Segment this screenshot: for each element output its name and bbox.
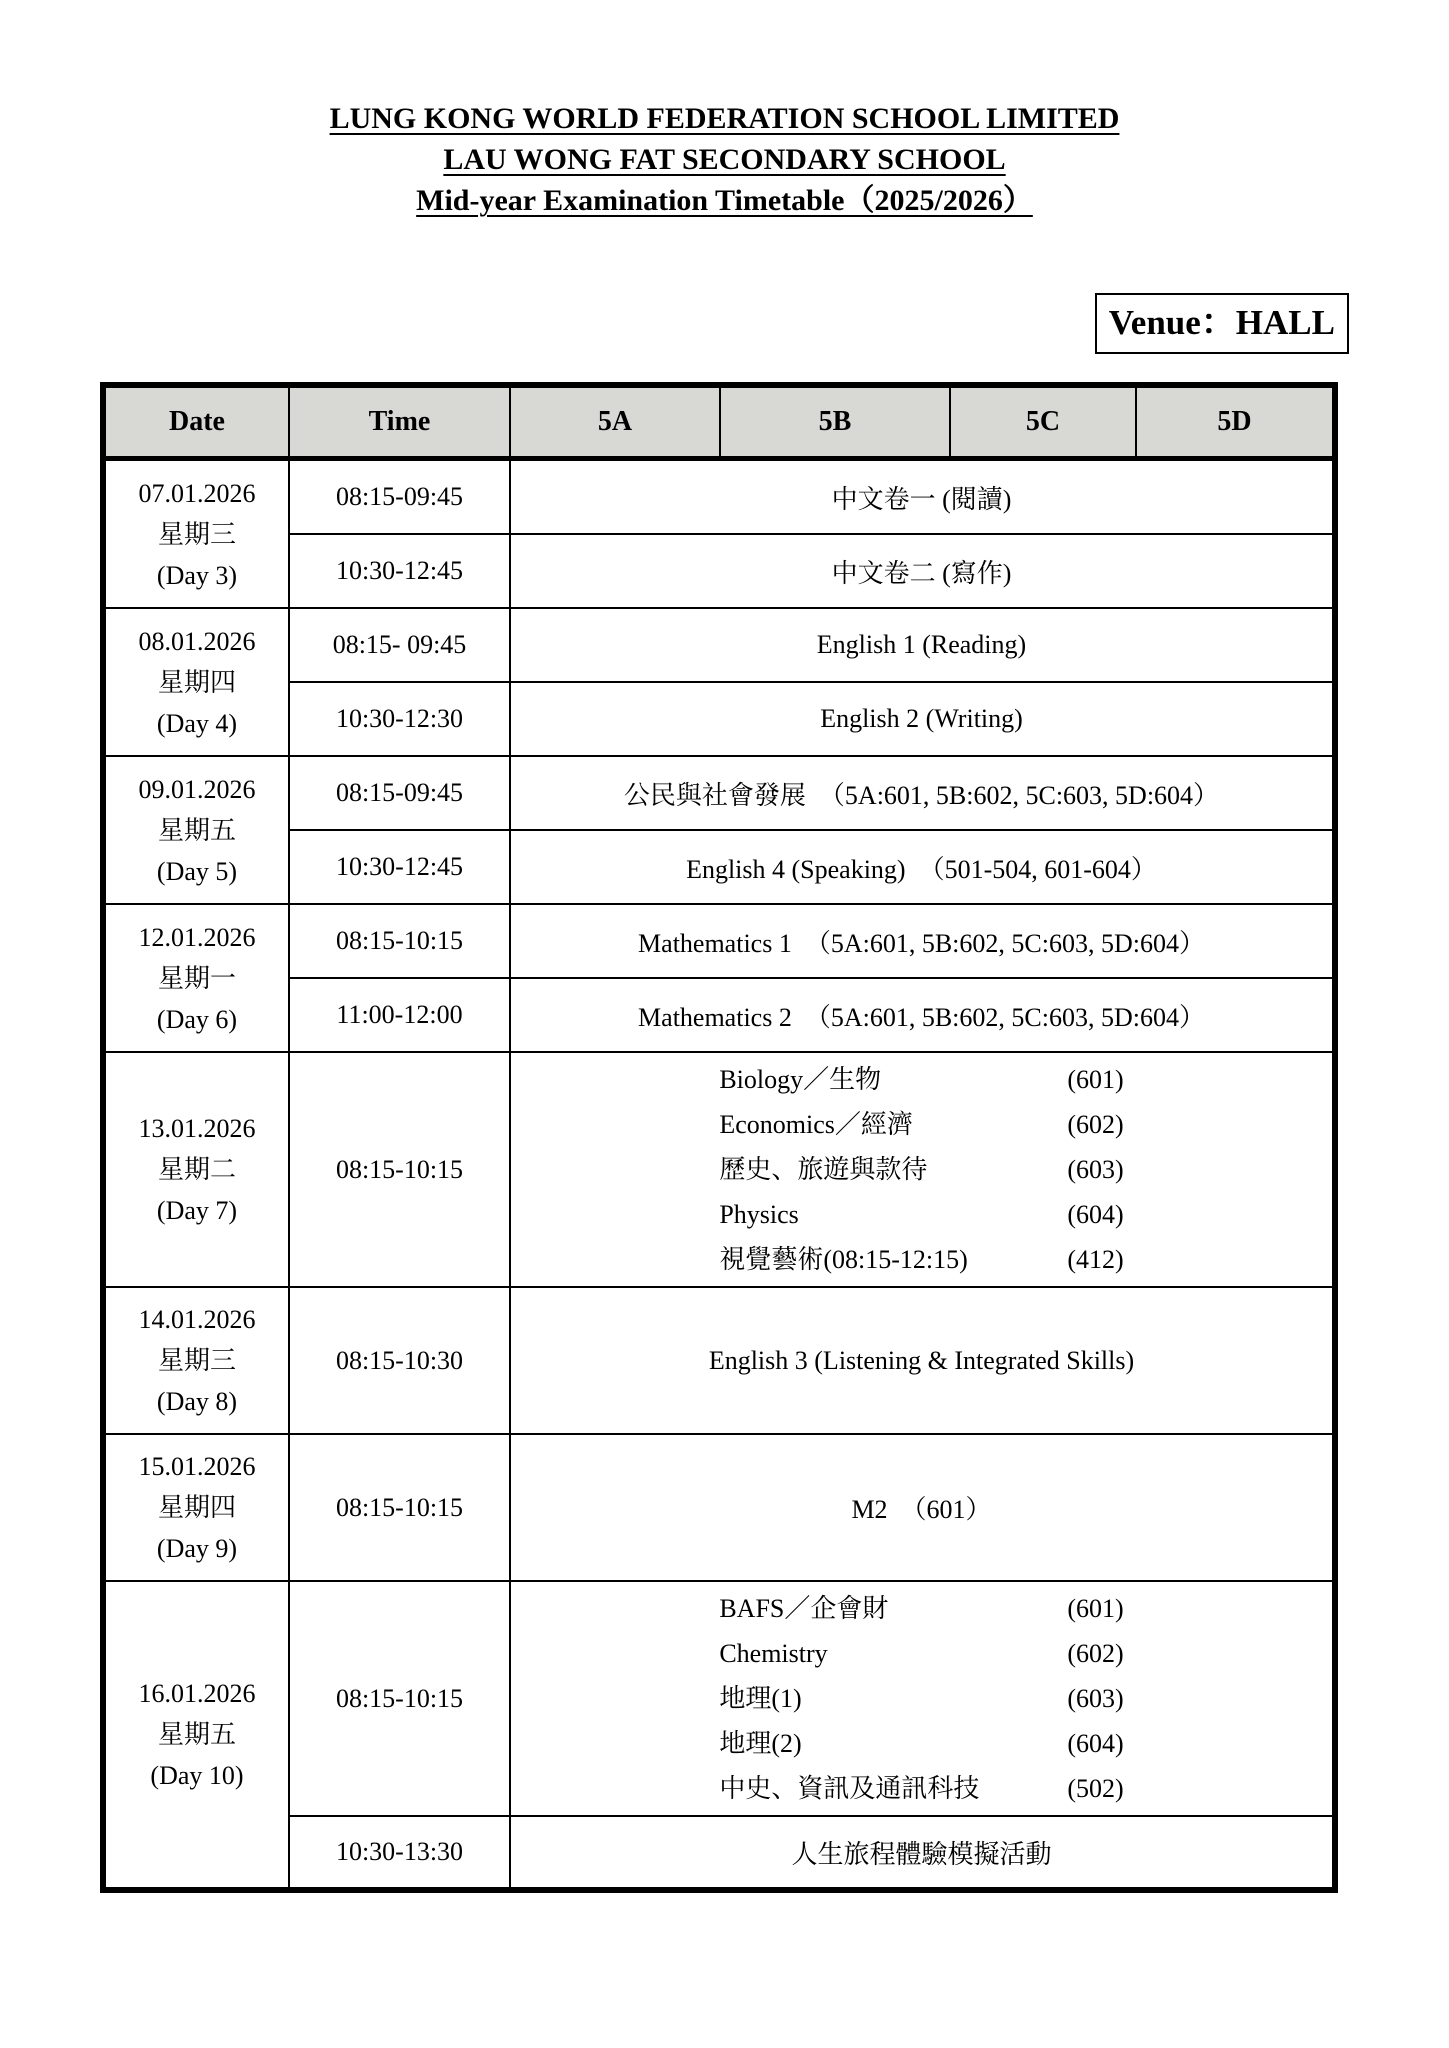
date-line: (Day 4) bbox=[156, 708, 238, 738]
subject-room: (604) bbox=[1067, 1729, 1124, 1758]
timetable-body bbox=[103, 459, 1335, 1891]
subject-cell: English 1 (Reading) bbox=[510, 608, 1335, 682]
date-cell bbox=[103, 1287, 289, 1434]
time-cell: 10:30-13:30 bbox=[289, 1816, 510, 1890]
date-line: 星期五 bbox=[157, 815, 236, 845]
exam-timetable bbox=[100, 382, 1338, 1893]
table-row bbox=[103, 608, 1335, 682]
subject-cell: M2 （601） bbox=[510, 1434, 1335, 1581]
time-cell: 10:30-12:45 bbox=[289, 534, 510, 608]
table-row bbox=[103, 904, 1335, 978]
date-cell bbox=[103, 459, 289, 609]
venue-box: Venue：HALL bbox=[1095, 293, 1349, 354]
time-cell: 08:15-10:15 bbox=[289, 1052, 510, 1287]
document-title: Mid-year Examination Timetable（2025/2026） bbox=[416, 184, 1033, 217]
subject-cell: English 2 (Writing) bbox=[510, 682, 1335, 756]
subject-room: (603) bbox=[1067, 1684, 1124, 1713]
subject-cell: Mathematics 2 （5A:601, 5B:602, 5C:603, 5D:604） bbox=[510, 978, 1335, 1052]
subject-room: (603) bbox=[1067, 1155, 1124, 1184]
subject-name: Biology／生物 bbox=[719, 1065, 882, 1094]
subject-cell: English 3 (Listening & Integrated Skills) bbox=[510, 1287, 1335, 1434]
subject-name: 視覺藝術(08:15-12:15) bbox=[719, 1245, 968, 1274]
date-line: (Day 10) bbox=[150, 1761, 244, 1790]
subject-cell: 人生旅程體驗模擬活動 bbox=[510, 1816, 1335, 1890]
subject-list bbox=[719, 1586, 1123, 1811]
table-row bbox=[103, 459, 1335, 535]
subject-name: Economics／經濟 bbox=[719, 1110, 913, 1139]
subject-name: Chemistry bbox=[719, 1639, 828, 1668]
date-cell bbox=[103, 756, 289, 904]
date-line: (Day 9) bbox=[156, 1534, 238, 1563]
subject-room: (602) bbox=[1067, 1110, 1124, 1139]
date-line: 星期一 bbox=[157, 963, 236, 993]
subject-cell: Mathematics 1 （5A:601, 5B:602, 5C:603, 5D:604） bbox=[510, 904, 1335, 978]
subject-room: (502) bbox=[1067, 1774, 1124, 1803]
document-heading bbox=[0, 98, 1449, 221]
date-cell bbox=[103, 608, 289, 756]
date-line: (Day 8) bbox=[156, 1387, 238, 1416]
table-row bbox=[103, 1581, 1335, 1816]
time-cell: 08:15- 09:45 bbox=[289, 608, 510, 682]
date-line: 星期三 bbox=[157, 519, 236, 549]
subject-name: BAFS／企會財 bbox=[719, 1594, 889, 1623]
date-line: 09.01.2026 bbox=[138, 774, 256, 804]
subject-line bbox=[719, 1766, 1123, 1811]
subject-cell: 公民與社會發展 （5A:601, 5B:602, 5C:603, 5D:604） bbox=[510, 756, 1335, 830]
subject-line bbox=[719, 1057, 1123, 1102]
date-line: 07.01.2026 bbox=[138, 478, 256, 508]
school-name-line1: LUNG KONG WORLD FEDERATION SCHOOL LIMITED bbox=[329, 102, 1120, 135]
time-cell: 08:15-10:15 bbox=[289, 904, 510, 978]
time-cell: 08:15-10:15 bbox=[289, 1581, 510, 1816]
date-line: 13.01.2026 bbox=[138, 1114, 256, 1143]
subject-line bbox=[719, 1192, 1123, 1237]
subject-name: 中史、資訊及通訊科技 bbox=[719, 1774, 986, 1803]
column-header-5d: 5D bbox=[1136, 385, 1335, 459]
table-row bbox=[103, 1287, 1335, 1434]
time-cell: 08:15-10:15 bbox=[289, 1434, 510, 1581]
venue-row bbox=[0, 293, 1449, 354]
subject-cell: 中文卷一 (閱讀) bbox=[510, 459, 1335, 535]
subject-name: 地理(1) bbox=[719, 1684, 802, 1713]
subject-line bbox=[719, 1147, 1123, 1192]
subject-list bbox=[719, 1057, 1123, 1282]
date-line: 星期四 bbox=[157, 1493, 236, 1522]
date-line: 星期五 bbox=[157, 1720, 236, 1749]
subject-room: (412) bbox=[1067, 1245, 1124, 1274]
date-line: 12.01.2026 bbox=[138, 922, 256, 952]
school-name-line2: LAU WONG FAT SECONDARY SCHOOL bbox=[443, 143, 1006, 176]
date-cell bbox=[103, 1052, 289, 1287]
time-cell: 10:30-12:45 bbox=[289, 830, 510, 904]
column-header-time: Time bbox=[289, 385, 510, 459]
table-row bbox=[103, 1052, 1335, 1287]
subject-room: (604) bbox=[1067, 1200, 1124, 1229]
date-line: (Day 5) bbox=[156, 856, 238, 886]
date-line: 星期三 bbox=[157, 1346, 236, 1375]
subject-line bbox=[719, 1237, 1123, 1282]
date-line: 星期四 bbox=[157, 667, 236, 697]
date-line: 16.01.2026 bbox=[138, 1679, 256, 1708]
column-header-5a: 5A bbox=[510, 385, 720, 459]
subject-cell: English 4 (Speaking) （501-504, 601-604） bbox=[510, 830, 1335, 904]
date-cell bbox=[103, 1581, 289, 1890]
subject-cell bbox=[510, 1581, 1335, 1816]
time-cell: 08:15-09:45 bbox=[289, 756, 510, 830]
subject-name: 地理(2) bbox=[719, 1729, 802, 1758]
date-line: (Day 6) bbox=[156, 1004, 238, 1034]
date-line: 15.01.2026 bbox=[138, 1452, 256, 1481]
subject-name: Physics bbox=[719, 1200, 799, 1229]
time-cell: 08:15-10:30 bbox=[289, 1287, 510, 1434]
table-row bbox=[103, 756, 1335, 830]
column-header-date: Date bbox=[103, 385, 289, 459]
date-line: (Day 7) bbox=[156, 1196, 238, 1225]
column-header-5c: 5C bbox=[950, 385, 1136, 459]
subject-room: (601) bbox=[1067, 1065, 1124, 1094]
date-line: (Day 3) bbox=[156, 560, 238, 590]
column-header-5b: 5B bbox=[720, 385, 950, 459]
subject-room: (601) bbox=[1067, 1594, 1124, 1623]
date-line: 14.01.2026 bbox=[138, 1305, 256, 1334]
table-row bbox=[103, 1434, 1335, 1581]
date-line: 星期二 bbox=[157, 1155, 236, 1184]
date-cell bbox=[103, 904, 289, 1052]
time-cell: 10:30-12:30 bbox=[289, 682, 510, 756]
time-cell: 08:15-09:45 bbox=[289, 459, 510, 535]
date-cell bbox=[103, 1434, 289, 1581]
subject-line bbox=[719, 1102, 1123, 1147]
date-line: 08.01.2026 bbox=[138, 626, 256, 656]
subject-cell: 中文卷二 (寫作) bbox=[510, 534, 1335, 608]
time-cell: 11:00-12:00 bbox=[289, 978, 510, 1052]
subject-room: (602) bbox=[1067, 1639, 1124, 1668]
subject-line bbox=[719, 1676, 1123, 1721]
table-header-row bbox=[103, 385, 1335, 459]
subject-line bbox=[719, 1721, 1123, 1766]
subject-name: 歷史、旅遊與款待 bbox=[719, 1155, 928, 1184]
subject-line bbox=[719, 1631, 1123, 1676]
subject-line bbox=[719, 1586, 1123, 1631]
subject-cell bbox=[510, 1052, 1335, 1287]
